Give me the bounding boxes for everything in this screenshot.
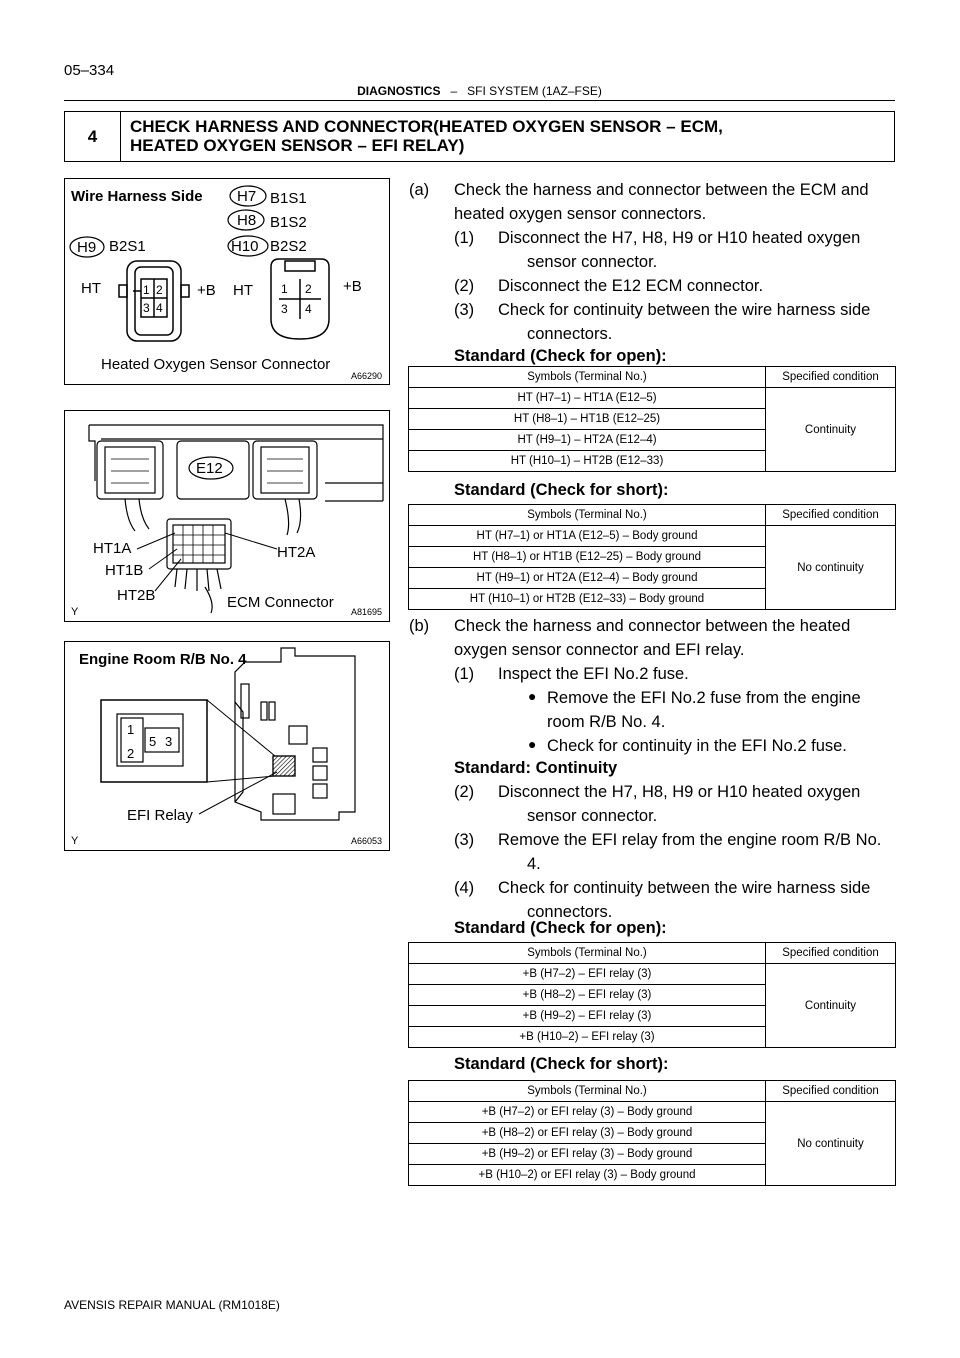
label-ht-right: HT <box>233 282 253 299</box>
table-cell: HT (H8–1) – HT1B (E12–25) <box>409 409 766 430</box>
ecm-body <box>89 425 383 613</box>
relay-pin-2: 2 <box>127 746 135 761</box>
table-cell: +B (H7–2) – EFI relay (3) <box>409 964 766 985</box>
item-a-line1: Check the harness and connector between the ECM and <box>454 181 869 199</box>
item-b-line1: Check the harness and connector between the heated <box>454 617 851 635</box>
table-cell: +B (H10–2) or EFI relay (3) – Body ground <box>409 1165 766 1186</box>
table-header-condition: Specified condition <box>766 505 896 526</box>
step-title-line-1: CHECK HARNESS AND CONNECTOR(HEATED OXYGEN SENSOR – ECM, <box>130 117 723 136</box>
step-number: 4 <box>65 112 121 161</box>
fig1-heading: Wire Harness Side <box>71 188 203 205</box>
table-row <box>409 367 896 388</box>
item-a2-num: (2) <box>454 277 475 295</box>
table-cell: +B (H7–2) or EFI relay (3) – Body ground <box>409 1102 766 1123</box>
item-b2-num: (2) <box>454 783 475 801</box>
table-header-condition: Specified condition <box>766 943 896 964</box>
efi-relay-location <box>273 756 295 776</box>
step-box <box>64 111 895 162</box>
fig2-code: A81695 <box>351 607 383 617</box>
fig3-code: A66053 <box>351 836 383 846</box>
table-header-symbols: Symbols (Terminal No.) <box>409 505 766 526</box>
item-b4-line2: connectors. <box>527 903 613 921</box>
table-cell: +B (H8–2) – EFI relay (3) <box>409 985 766 1006</box>
label-ht1b: HT1B <box>105 562 144 579</box>
figure-engine-room-rb <box>64 641 390 851</box>
item-a3-line1: Check for continuity between the wire harness side <box>498 301 871 319</box>
fig1-pin-2: 2 <box>156 283 163 297</box>
table-cell: +B (H8–2) or EFI relay (3) – Body ground <box>409 1123 766 1144</box>
label-b2s2: B2S2 <box>270 238 307 255</box>
label-ht1a: HT1A <box>93 540 132 557</box>
standard-continuity: Standard: Continuity <box>454 759 618 777</box>
table-open-ecm <box>408 366 896 472</box>
label-ht2a: HT2A <box>277 544 316 561</box>
table-open-relay <box>408 942 896 1048</box>
fig1-code: A66290 <box>351 371 383 381</box>
table-row <box>409 388 896 409</box>
table-cell: HT (H9–1) – HT2A (E12–4) <box>409 430 766 451</box>
item-a-line2: heated oxygen sensor connectors. <box>454 205 707 223</box>
footer-manual-name: AVENSIS REPAIR MANUAL (RM1018E) <box>64 1298 280 1312</box>
label-h10: H10 <box>231 238 259 255</box>
fig1-pin-1-right: 1 <box>281 282 288 296</box>
label-b1s1: B1S1 <box>270 190 307 207</box>
label-ht2b: HT2B <box>117 587 156 604</box>
bullet-icon: ● <box>528 736 537 752</box>
table-cell: HT (H8–1) or HT1B (E12–25) – Body ground <box>409 547 766 568</box>
item-b-label: (b) <box>409 617 430 635</box>
table-header-symbols: Symbols (Terminal No.) <box>409 943 766 964</box>
table-short-ecm <box>408 504 896 610</box>
table-row <box>409 943 896 964</box>
item-a3-num: (3) <box>454 301 475 319</box>
table-header-condition: Specified condition <box>766 1081 896 1102</box>
page-header <box>64 84 895 98</box>
item-a-label: (a) <box>409 181 430 199</box>
label-e12: E12 <box>196 460 223 477</box>
item-a1-num: (1) <box>454 229 475 247</box>
label-b2s1: B2S1 <box>109 238 146 255</box>
table-cell-condition: Continuity <box>766 388 896 472</box>
item-b4-num: (4) <box>454 879 475 897</box>
bullet2-line1: Check for continuity in the EFI No.2 fuse. <box>547 737 847 755</box>
item-b2-line1: Disconnect the H7, H8, H9 or H10 heated oxygen <box>498 783 861 801</box>
label-h8: H8 <box>237 212 257 229</box>
standard-short-2: Standard (Check for short): <box>454 1055 669 1073</box>
item-b1-num: (1) <box>454 665 475 683</box>
table-row <box>409 1102 896 1123</box>
relay-pin-5: 5 <box>149 734 157 749</box>
label-efi-relay: EFI Relay <box>127 807 193 824</box>
figure-oxygen-sensor-connector <box>64 178 390 385</box>
table-row <box>409 964 896 985</box>
relay-pin-3: 3 <box>165 734 173 749</box>
table-cell: HT (H7–1) – HT1A (E12–5) <box>409 388 766 409</box>
fig3-heading: Engine Room R/B No. 4 <box>79 651 247 668</box>
table-header-symbols: Symbols (Terminal No.) <box>409 367 766 388</box>
fig1-pin-1: 1 <box>143 283 150 297</box>
connector-right <box>271 259 329 339</box>
item-a2-line1: Disconnect the E12 ECM connector. <box>498 277 764 295</box>
bullet1-line2: room R/B No. 4. <box>547 713 666 731</box>
label-ht-left: HT <box>81 280 101 297</box>
step-title <box>130 117 880 155</box>
item-a1-line2: sensor connector. <box>527 253 658 271</box>
table-short-relay <box>408 1080 896 1186</box>
standard-short-1: Standard (Check for short): <box>454 481 669 499</box>
item-b3-num: (3) <box>454 831 475 849</box>
figure-ecm-connector <box>64 410 390 622</box>
table-row <box>409 526 896 547</box>
fig2-caption: ECM Connector <box>227 594 334 611</box>
header-dash: – <box>450 84 458 98</box>
fig1-pin-3-right: 3 <box>281 302 288 316</box>
item-a1-line1: Disconnect the H7, H8, H9 or H10 heated oxygen <box>498 229 861 247</box>
table-row <box>409 505 896 526</box>
header-section: DIAGNOSTICS <box>357 84 441 98</box>
label-b1s2: B1S2 <box>270 214 307 231</box>
table-header-symbols: Symbols (Terminal No.) <box>409 1081 766 1102</box>
table-cell: +B (H10–2) – EFI relay (3) <box>409 1027 766 1048</box>
standard-open-2: Standard (Check for open): <box>454 919 667 937</box>
item-b-line2: oxygen sensor connector and EFI relay. <box>454 641 745 659</box>
fig1-pin-4-right: 4 <box>305 302 312 316</box>
item-a3-line2: connectors. <box>527 325 613 343</box>
header-system: SFI SYSTEM (1AZ–FSE) <box>467 84 602 98</box>
table-cell: HT (H10–1) or HT2B (E12–33) – Body ground <box>409 589 766 610</box>
item-b4-line1: Check for continuity between the wire harness side <box>498 879 871 897</box>
table-cell: HT (H10–1) – HT2B (E12–33) <box>409 451 766 472</box>
table-cell-condition: Continuity <box>766 964 896 1048</box>
fig1-pin-2-right: 2 <box>305 282 312 296</box>
step-title-line-2: HEATED OXYGEN SENSOR – EFI RELAY) <box>130 136 465 155</box>
table-cell-condition: No continuity <box>766 526 896 610</box>
connector-left <box>119 261 189 341</box>
fig1-caption: Heated Oxygen Sensor Connector <box>101 356 331 373</box>
table-cell: HT (H9–1) or HT2A (E12–4) – Body ground <box>409 568 766 589</box>
relay-block-body <box>235 648 355 820</box>
header-rule <box>64 100 895 101</box>
label-plusb-right: +B <box>343 278 362 295</box>
item-b3-line2: 4. <box>527 855 541 873</box>
table-header-condition: Specified condition <box>766 367 896 388</box>
bullet1-line1: Remove the EFI No.2 fuse from the engine <box>547 689 861 707</box>
item-b1-line1: Inspect the EFI No.2 fuse. <box>498 665 689 683</box>
fig3-mark: Y <box>71 835 79 847</box>
label-h7: H7 <box>237 188 257 205</box>
fig1-pin-4: 4 <box>156 301 163 315</box>
table-cell: +B (H9–2) – EFI relay (3) <box>409 1006 766 1027</box>
label-plusb-left: +B <box>197 282 216 299</box>
page-number: 05–334 <box>64 62 115 79</box>
relay-pin-1: 1 <box>127 722 135 737</box>
item-b3-line1: Remove the EFI relay from the engine room R/B No. <box>498 831 882 849</box>
table-cell-condition: No continuity <box>766 1102 896 1186</box>
fig2-mark: Y <box>71 606 79 618</box>
table-row <box>409 1081 896 1102</box>
table-cell: HT (H7–1) or HT1A (E12–5) – Body ground <box>409 526 766 547</box>
bullet-icon: ● <box>528 688 537 704</box>
label-h9: H9 <box>77 239 97 256</box>
item-b2-line2: sensor connector. <box>527 807 658 825</box>
fig1-pin-3: 3 <box>143 301 150 315</box>
table-cell: +B (H9–2) or EFI relay (3) – Body ground <box>409 1144 766 1165</box>
standard-open-1: Standard (Check for open): <box>454 347 667 365</box>
